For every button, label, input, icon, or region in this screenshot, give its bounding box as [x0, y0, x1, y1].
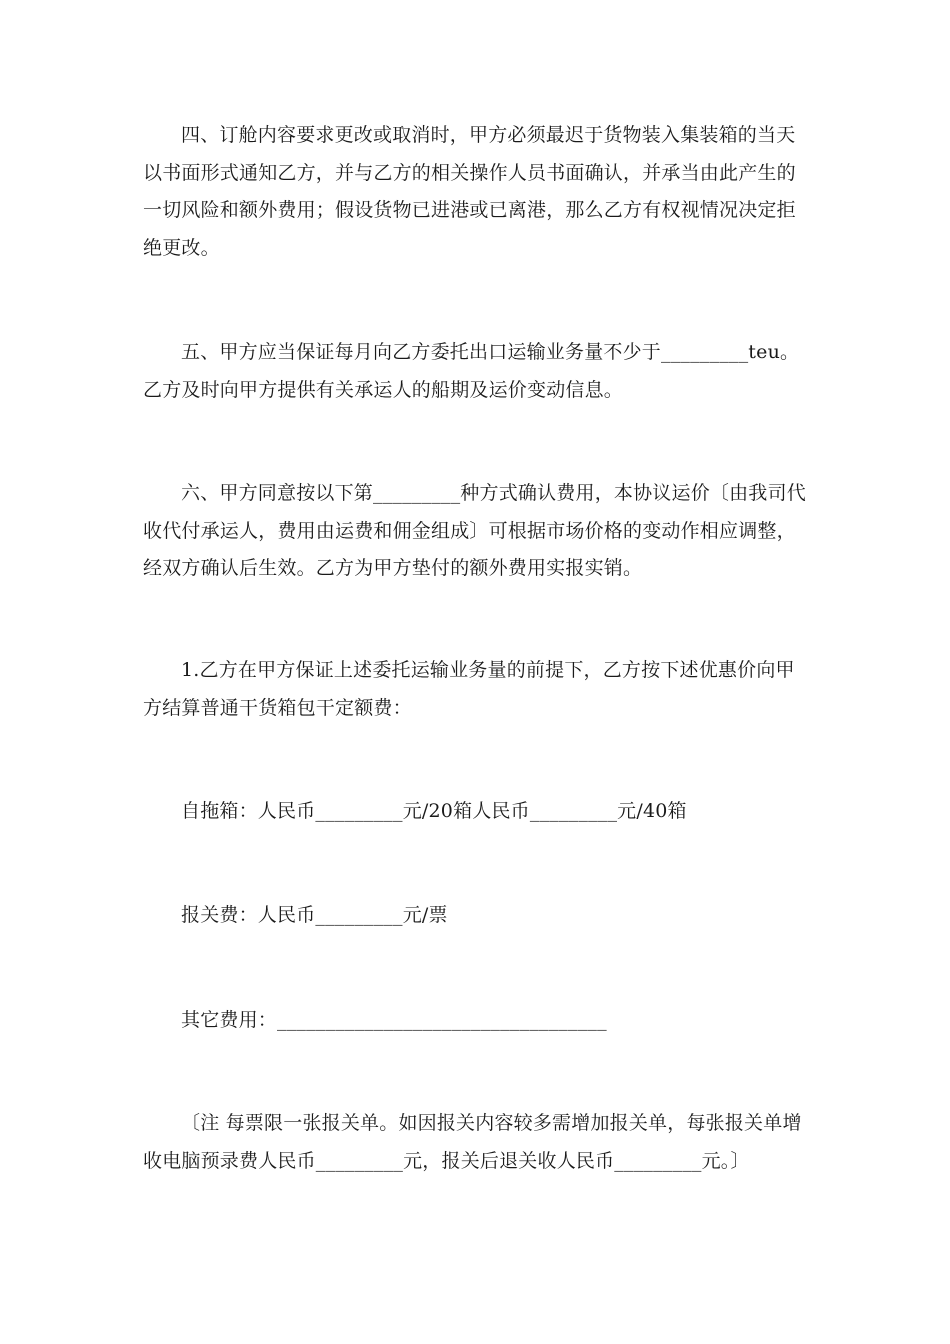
customs-fee-line: 报关费：人民币_________元/票: [181, 904, 448, 926]
clause-5-paragraph: 五、甲方应当保证每月向乙方委托出口运输业务量不少于_________teu。乙方及时向甲方提供有关承运人的船期及运价变动信息。: [143, 341, 800, 401]
clause-4-paragraph: 四、订舱内容要求更改或取消时，甲方必须最迟于货物装入集装箱的当天以书面形式通知乙方，并与乙方的相关操作人员书面确认，并承当由此产生的一切风险和额外费用；假设货物已进港或已离港，那么乙方有权视情况决定拒绝更改。: [143, 124, 796, 259]
other-fees-line: 其它费用：__________________________________: [181, 1009, 607, 1031]
clause-6-item-1-paragraph: 1.乙方在甲方保证上述委托运输业务量的前提下，乙方按下述优惠价向甲方结算普通干货箱包干定额费：: [143, 659, 795, 719]
note-paragraph: 〔注 每票限一张报关单。如因报关内容较多需增加报关单，每张报关单增收电脑预录费人民币_________元，报关后退关收人民币_________元。〕: [143, 1112, 802, 1172]
self-towing-fee-line: 自拖箱：人民币_________元/20箱人民币_________元/40箱: [181, 800, 687, 822]
clause-6-paragraph: 六、甲方同意按以下第_________种方式确认费用，本协议运价〔由我司代收代付承运人，费用由运费和佣金组成〕可根据市场价格的变动作相应调整，经双方确认后生效。乙方为甲方垫付的额外费用实报实销。: [143, 482, 806, 579]
